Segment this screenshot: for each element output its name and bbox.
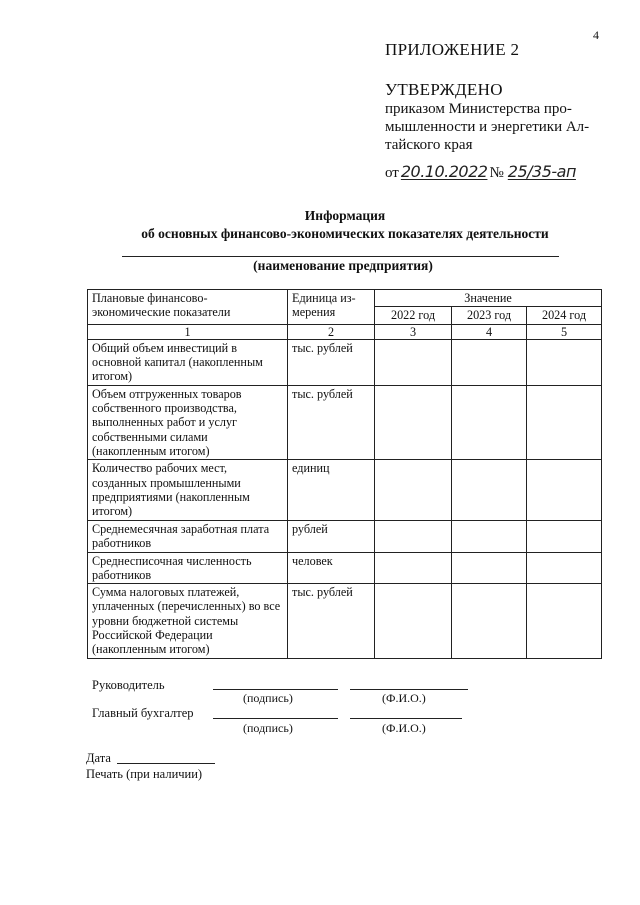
value-cell: [375, 520, 452, 552]
table-row: [88, 385, 602, 459]
unit-cell: тыс. рублей: [288, 339, 375, 385]
col-number: 3: [375, 324, 452, 339]
value-cell: [527, 339, 602, 385]
accountant-signature-hint: (подпись): [243, 721, 293, 735]
date-label: Дата: [86, 751, 111, 765]
table-row: [88, 584, 602, 658]
value-cell: [452, 552, 527, 584]
header-indicator: Плановые финансово-экономические показатели: [88, 290, 288, 325]
header-unit: Единица из-мерения: [288, 290, 375, 325]
accountant-label: Главный бухгалтер: [92, 706, 194, 720]
table-row: [88, 552, 602, 584]
value-cell: [527, 552, 602, 584]
order-date-line: [385, 162, 576, 182]
indicator-cell: Среднемесячная заработная плата работников: [88, 520, 288, 552]
head-label: Руководитель: [92, 678, 165, 692]
header-year-2023: 2023 год: [452, 307, 527, 324]
unit-cell: человек: [288, 552, 375, 584]
head-signature-hint: (подпись): [243, 691, 293, 705]
col-number: 2: [288, 324, 375, 339]
header-year-2022: 2022 год: [375, 307, 452, 324]
value-cell: [527, 460, 602, 520]
header-year-2024: 2024 год: [527, 307, 602, 324]
indicators-table: [87, 289, 602, 659]
enterprise-name-line: [122, 256, 559, 257]
table-row: [88, 460, 602, 520]
value-cell: [527, 584, 602, 658]
indicator-cell: Сумма налоговых платежей, уплаченных (перечисленных) во все уровни бюджетной системы Российской Федерации (накопленным итогом): [88, 584, 288, 658]
header-value: Значение: [375, 290, 602, 307]
head-name-hint: (Ф.И.О.): [382, 691, 426, 705]
col-number: 4: [452, 324, 527, 339]
column-numbers-row: [88, 324, 602, 339]
enterprise-name-hint: (наименование предприятия): [253, 258, 433, 273]
indicator-cell: Объем отгруженных товаров собственного производства, выполненных работ и услуг собственными силами (накопленным итогом): [88, 385, 288, 459]
unit-cell: тыс. рублей: [288, 584, 375, 658]
value-cell: [375, 385, 452, 459]
accountant-signature-line: [213, 718, 338, 719]
handwritten-date: 20.10.2022: [400, 162, 488, 181]
value-cell: [527, 520, 602, 552]
date-line: [117, 763, 215, 764]
appendix-label: ПРИЛОЖЕНИЕ 2: [385, 40, 520, 59]
accountant-name-line: [350, 718, 462, 719]
value-cell: [452, 460, 527, 520]
order-text: приказом Министерства про-мышленности и энергетики Ал-тайского края: [385, 101, 590, 153]
approved-label: УТВЕРЖДЕНО: [385, 80, 503, 99]
document-subtitle: об основных финансово-экономических показателях деятельности: [141, 226, 549, 241]
table-row: [88, 520, 602, 552]
table-row: [88, 339, 602, 385]
seal-label: Печать (при наличии): [86, 767, 203, 781]
col-number: 1: [88, 324, 288, 339]
date-prefix: от: [385, 165, 399, 181]
unit-cell: тыс. рублей: [288, 385, 375, 459]
indicator-cell: Среднесписочная численность работников: [88, 552, 288, 584]
value-cell: [375, 584, 452, 658]
head-name-line: [350, 689, 468, 690]
document-title: Информация: [304, 208, 386, 223]
value-cell: [452, 385, 527, 459]
value-cell: [452, 339, 527, 385]
number-prefix: №: [489, 165, 504, 181]
col-number: 5: [527, 324, 602, 339]
head-signature-line: [213, 689, 338, 690]
value-cell: [375, 339, 452, 385]
value-cell: [527, 385, 602, 459]
value-cell: [375, 552, 452, 584]
page-number: 4: [593, 28, 599, 42]
handwritten-number: 25/35-ап: [507, 162, 576, 181]
indicator-cell: Количество рабочих мест, созданных промышленными предприятиями (накопленным итогом): [88, 460, 288, 520]
accountant-name-hint: (Ф.И.О.): [382, 721, 426, 735]
unit-cell: единиц: [288, 460, 375, 520]
unit-cell: рублей: [288, 520, 375, 552]
value-cell: [375, 460, 452, 520]
indicator-cell: Общий объем инвестиций в основной капитал (накопленным итогом): [88, 339, 288, 385]
value-cell: [452, 520, 527, 552]
value-cell: [452, 584, 527, 658]
